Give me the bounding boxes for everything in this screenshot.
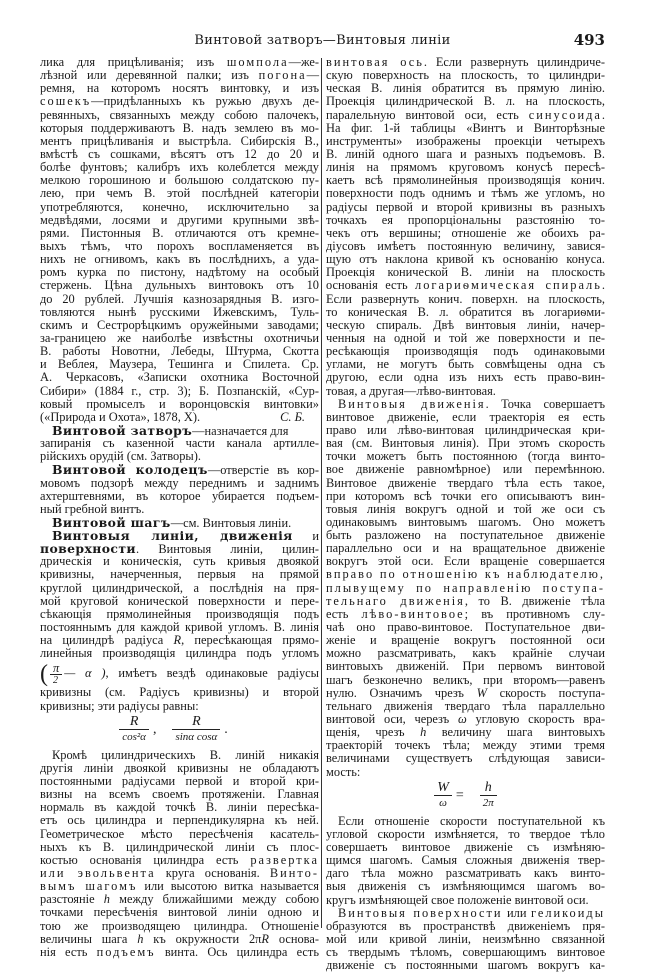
text-line: лею, при чемъ В. этой послѣдней категоріи (40, 186, 319, 201)
text-line: право или лѣво-винтовая цилиндрическая кри- (326, 422, 605, 437)
text-line: медвѣдями, лосями и другими крупными звѣ- (40, 212, 319, 227)
text-line: постояннымъ для каждой кривой угломъ. В. линія (40, 620, 319, 635)
paragraph (40, 56, 319, 424)
text-line (326, 907, 605, 920)
spaced-term: вправо по отношенію къ наблюдателю, (326, 567, 605, 582)
text-line: постоянными радіусами первой и второй кри- (40, 774, 319, 789)
text-run: основанія есть (326, 278, 416, 293)
fraction (172, 715, 220, 744)
text-run: ; въ противномъ слу- (464, 606, 605, 621)
formula (40, 713, 319, 749)
math-symbol: R (261, 931, 269, 946)
text-run: величины шага (40, 931, 138, 946)
text-line: ческая В. линія обратится въ прямую линію. (326, 81, 605, 96)
text-line: ромъ курка по пистону, надѣтому на особый (40, 265, 319, 280)
text-line: параллельно оси и на вращательное движеніе (326, 541, 605, 556)
text-line (326, 687, 605, 700)
text-line: другою, если одна изъ нихъ есть право-вин- (326, 370, 605, 385)
text-run: основа- (269, 931, 319, 946)
text-line: линія на прямомъ круговомъ конусѣ пересѣ- (326, 160, 605, 175)
formula-operator: = (455, 787, 464, 803)
denominator: 2π (482, 796, 494, 809)
text-line: рями. Пистонныя В. отличаются отъ кремне- (40, 225, 319, 240)
text-run: нулю. Означимъ чрезъ (326, 685, 477, 700)
text-line: товыя линія вокругъ одной и той же оси съ (326, 501, 605, 516)
text-line (40, 946, 319, 959)
text-run: . (601, 107, 605, 122)
text-line: А. Черкасовъ, «Записки охотника Восточной (40, 370, 319, 385)
text-line: ченныя на одной и той же поверхности и пе- (326, 330, 605, 345)
text-line: тою же производящею цилиндра. Отношеніе (40, 918, 319, 933)
text-line: кругъ измѣняющей свое положеніе винтовой оси. (326, 892, 589, 907)
text-line: ныхъ къ В. цилиндрической линіи съ плос- (40, 839, 319, 854)
spaced-term: лѣво-винтовое (361, 606, 465, 621)
math-symbol: R (173, 633, 182, 648)
numerator: R (172, 715, 220, 730)
text-line: вое движеніе равномѣрное) или перемѣнною. (326, 462, 605, 477)
column-divider (321, 58, 322, 928)
formula-operator: , (152, 721, 157, 737)
text-line: товляются нынѣ русскими Ижевскимъ, Туль- (40, 304, 319, 319)
text-run: , пересѣкающая прямо- (181, 633, 320, 648)
text-line: ментъ прицѣливанія и выстрѣла. Сибирскія В., (40, 133, 319, 148)
page-number: 493 (573, 31, 605, 49)
text-run: , имѣетъ вездѣ одинаковые радіусы (105, 666, 319, 681)
formula-operator: . (224, 721, 228, 737)
text-run: —же- (288, 55, 319, 69)
fraction (434, 781, 452, 810)
denominator: ω (439, 796, 447, 809)
text-run: — (306, 68, 319, 83)
text-line: кривизны, начерченныя, первыя на прямой (40, 567, 319, 582)
text-line: которыя поддерживаютъ В. надъ землею въ мо- (40, 120, 319, 135)
numerator: π (50, 663, 62, 675)
running-title: Винтовой затворъ—Винтовыя линіи (194, 33, 451, 48)
text-line: женіе и вращеніе вокругъ постоянной оси (326, 633, 605, 648)
text-line: Если отношеніе скорости поступательной къ (338, 813, 605, 828)
spaced-term: синусоида (528, 107, 602, 122)
math-symbol: h (103, 892, 110, 907)
entry-headword: Винтовой шагъ (52, 514, 171, 530)
text-line (40, 95, 319, 108)
text-line: стержень. Цѣна дульныхъ винтовокъ отъ 10 (40, 278, 319, 293)
text-line: тельнаго движенія твердаго тѣла параллельно (326, 698, 605, 713)
text-line: Если развернуть конич. поверхн. на плоскость, (326, 291, 605, 306)
spaced-term: вымъ шагомъ (40, 879, 138, 894)
text-line: точкахъ ея пропорціональны разстоянію то- (326, 212, 605, 227)
text-line: радіусы первой и второй кривизны въ разныхъ (326, 199, 605, 214)
text-line: точками пересѣченія винтовой линіи одною и (40, 905, 319, 920)
entry-headword: Винтовой колодецъ (52, 462, 208, 478)
text-line: ный гребной винтъ. (40, 501, 145, 516)
spaced-term: погона (258, 68, 307, 83)
text-line: Сибири» (1884 г., стр. 3); Б. Позпанскій, «Сур- (40, 383, 319, 398)
entry-headword: поверхности (40, 541, 137, 557)
text-line: выхъ тѣмъ, что порохъ воспламеняется въ (40, 238, 319, 253)
text-run: —см. Винтовыя линіи. (170, 515, 292, 530)
text-line: то коническая В. л. обратится въ логариѳми- (326, 304, 605, 319)
text-run: къ окружности 2π (143, 931, 262, 946)
text-line: скимъ и Сестрорѣцкимъ оружейными заводами; (40, 317, 319, 332)
denominator: 2 (53, 675, 58, 687)
text-line: мовомъ подзорѣ между переднимъ и заднимъ (40, 475, 319, 490)
text-line: винтовое движеніе, если траекторія ея есть (326, 409, 605, 424)
text-line: мой круговой конической поверхности и пере- (40, 593, 319, 608)
text-line: чаѣ оно право-винтовое. Поступательное дви- (326, 620, 605, 635)
fraction (119, 715, 149, 744)
paragraph (40, 424, 319, 463)
text-run: , то В. движеніе тѣла (464, 593, 605, 608)
spaced-term: плывущему по направленію поступа- (326, 580, 605, 595)
text-run: . Если развернуть цилиндриче- (423, 55, 605, 69)
paren-open: ( (40, 661, 48, 688)
text-line: величинами существуетъ слѣдующая зависи- (326, 751, 605, 766)
text-line: ресѣкающія производящія подъ одинаковыми (326, 344, 605, 359)
text-line: можно разсматривать, какъ крайніе случаи (326, 646, 605, 661)
text-line: («Природа и Охота», 1878, X). С. Б. (40, 411, 319, 424)
text-run: —отверстіе въ кор- (207, 463, 319, 478)
text-line: Винтовое движеніе твердаго тѣла есть такое, (326, 475, 605, 490)
math-symbol: h (137, 931, 144, 946)
text-line: вмѣстѣ съ сошками, вѣсятъ отъ 12 до 20 и (40, 146, 319, 161)
numerator: R (119, 715, 149, 730)
fraction (50, 663, 62, 686)
paragraph (326, 56, 605, 398)
text-run: круга основанія. (155, 866, 270, 881)
paragraph (40, 463, 319, 516)
text-line: съ твердымъ тѣломъ, совершающимъ винтовое (326, 945, 605, 960)
spaced-term: Винто- (269, 866, 319, 881)
formula (326, 779, 605, 815)
text-run: величину шага винтовыхъ (426, 725, 605, 740)
text-line: етъ ось цилиндра и перпендикулярна къ ней. (40, 813, 319, 828)
text-line: щимся шагомъ. Самыя сложныя движенія твер- (326, 853, 605, 868)
math-symbol: h (420, 725, 427, 740)
text-run: есть (326, 606, 362, 621)
text-line: сѣкающія прямолинейныя производящія подъ (40, 606, 319, 621)
text-line: кривизны (см. Радіусъ кривизны) и второй (40, 685, 319, 700)
text-line: до 20 рублей. Лучшія казнозарядныя В. изго- (40, 291, 319, 306)
fraction (480, 781, 497, 810)
text-run: винта. Ось цилиндра есть (155, 944, 319, 959)
text-line: и Веблея, Маузера, Тешинга и Спилета. Ср. (40, 357, 319, 372)
text-run: или высотою витка называется (137, 879, 320, 894)
author-signature: С. Б. (280, 409, 305, 424)
text-line: поверхности подъ однимъ и тѣмъ же угломъ, но (326, 186, 605, 201)
text-line: ахтерштевнями, въ которое убирается подъем- (40, 488, 319, 503)
text-line: нихъ не огнивомъ, какъ въ послѣднихъ, а уда- (40, 252, 319, 267)
text-line: скую поверхность на плоскость, то цилиндри- (326, 68, 605, 83)
numerator: W (434, 781, 452, 796)
text-run: угловую скорость вра- (466, 712, 605, 727)
text-line: углами, не могутъ быть совмѣщены одна съ (326, 357, 605, 372)
text-line: дрическія и коническія, суть кривыя двоякой (40, 554, 319, 569)
text-line: одинаковымъ винтовымъ шагомъ. Оно можетъ (326, 514, 605, 529)
text-run: —назначается для (192, 423, 289, 438)
text-line: совершаетъ винтовое движеніе съ измѣняю- (326, 840, 605, 855)
paragraph (40, 529, 319, 713)
text-line: чекъ отъ вершины; отношеніе же обоихъ ра- (326, 225, 605, 240)
text-line: каетъ всѣ прямолинейныя производящія конич. (326, 173, 605, 188)
spaced-term: геликоиды (530, 905, 606, 920)
text-line: болѣе фунтовъ; калибръ ихъ колеблется между (40, 160, 319, 175)
text-line: В. работы Новотни, Лебеды, Штурма, Скотта (40, 344, 319, 359)
text-line: шагъ безконечно великъ, при второмъ—равенъ (326, 672, 605, 687)
spaced-term: развертка (250, 852, 319, 867)
spaced-term: подъемъ (96, 944, 156, 959)
spaced-term: логариѳмическая спираль (415, 278, 602, 293)
text-line: вокругъ этой оси. Если вращеніе совершается (326, 554, 605, 569)
text-line: Кромѣ цилиндрическихъ В. линій никакія (52, 747, 319, 762)
left-column (40, 56, 319, 959)
text-line: инструменты» изображены проекціи четырехъ (326, 133, 605, 148)
spaced-term: тельнаго движенія (326, 593, 465, 608)
text-line: за-границею же наиболѣе извѣстны охотничьи (40, 330, 319, 345)
paren-close: — α ) (64, 666, 106, 681)
spaced-term: или (40, 866, 78, 881)
text-run: нія есть (40, 944, 97, 959)
spaced-term: шомпола (226, 55, 289, 69)
text-line: ремня, на которомъ носятъ винтовку, и изъ (40, 81, 319, 96)
text-run: на цилиндрѣ радіуса (40, 633, 174, 648)
text-line: траекторій точекъ тѣла; между этими тремя (326, 738, 605, 753)
text-line: движеніе съ постоянными шагомъ вокругъ ка- (326, 958, 605, 972)
text-run: . (601, 278, 605, 293)
spaced-term: Винтовыя движенія (338, 396, 486, 411)
text-line: мелкою горошиною и большою солдатскою пу- (40, 173, 319, 188)
text-line (40, 660, 319, 686)
text-line: кривизны; эти радіусы равны: (40, 698, 199, 713)
right-column (326, 56, 605, 972)
math-symbol: W (476, 685, 487, 700)
text-run: . Винтовыя линіи, цилин- (136, 542, 319, 557)
spaced-term: винтовая ось (326, 55, 424, 69)
text-line: круглой цилиндрической, а послѣднія на пря- (40, 580, 319, 595)
text-line: образуются въ пространствѣ движеніемъ пря- (326, 918, 605, 933)
text-line: выя движенія съ измѣняющимся шагомъ во- (326, 879, 605, 894)
denominator: cos²α (122, 730, 146, 743)
math-symbol: ω (457, 712, 467, 727)
text-run: паралельную винтовой оси, есть (326, 107, 529, 122)
text-line: нормаль въ каждой точкѣ В. линіи пересѣка- (40, 800, 319, 815)
text-run: лѣзной или деревянной палки; изъ (40, 68, 259, 83)
text-run: —придѣланныхъ къ ружью двухъ де- (91, 94, 319, 109)
text-line: даго тѣла можно разсматривать какъ винто- (326, 866, 605, 881)
text-line (326, 398, 605, 411)
text-line: щую отъ наклона кривой къ основанію конуса. (326, 252, 605, 267)
text-line: винтовыхъ движеній. При первомъ винтовой (326, 659, 605, 674)
denominator: sinα cosα (175, 730, 218, 743)
text-line (40, 463, 319, 476)
spaced-term: сошекъ (40, 94, 92, 109)
text-line: В. линій одного шага и разныхъ подъемовъ. В. (326, 146, 605, 161)
text-line: ческую спираль. Двѣ винтовыя линіи, начер- (326, 317, 605, 332)
text-line: діусовъ имѣетъ постоянную величину, завися- (326, 238, 605, 253)
paragraph (40, 749, 319, 959)
text-line: ревянныхъ, связанныхъ между собою палочекъ, (40, 107, 319, 122)
text-run: скорость поступа- (486, 685, 605, 700)
text-run: . Точка совершаетъ (485, 396, 605, 411)
text-run: щенія, чрезъ (326, 725, 421, 740)
text-line: быть разложено на поступательное движеніе (326, 528, 605, 543)
text-line: мость: (326, 764, 361, 779)
text-run: лика для прицѣливанія; изъ (40, 55, 227, 69)
text-run: или (502, 905, 531, 920)
text-run: и (292, 529, 319, 544)
text-line: визны на всемъ своемъ протяженіи. Главная (40, 787, 319, 802)
text-line: Проекція цилиндрической В. л. на плоскость, (326, 94, 605, 109)
text-line: Проекція конической В. линіи на плоскость (326, 265, 605, 280)
text-run: винтовой оси, черезъ (326, 712, 458, 727)
spaced-term: эвольвента (77, 866, 156, 881)
paragraph (326, 815, 605, 907)
text-run: разстояніе (40, 892, 104, 907)
text-line (326, 109, 605, 122)
entry-headword: Винтовыя линіи, движенія (52, 528, 293, 544)
text-line: товая, а другая—лѣво-винтовая. (326, 383, 496, 398)
running-header (40, 33, 605, 53)
text-run: между ближайшими между собою (109, 892, 320, 907)
text-line: другія линіи двоякой кривизны не обладаютъ (40, 760, 319, 775)
numerator: h (480, 781, 497, 796)
paragraph (326, 398, 605, 779)
text-run: костью основанія цилиндра есть (40, 852, 251, 867)
text-line: угловой скорости измѣняется, то твердое тѣло (326, 826, 605, 841)
spaced-term: Винтовыя поверхности (338, 905, 503, 920)
text-line: линейныя производящія цилиндра подъ угломъ (40, 646, 319, 661)
text-line: На фиг. 1-й таблицы «Винтъ и Винторѣзные (326, 120, 605, 135)
text-line: ковый промыселъ и воронцовскія винтовки» (40, 396, 319, 411)
text-line: Геометрическое мѣсто пересѣченія касатель- (40, 826, 319, 841)
text-line: употребляются, конечно, исключительно за (40, 199, 319, 214)
text-line: при которомъ всѣ точки его описываютъ вин- (326, 488, 605, 503)
text-line: точки можетъ быть постоянною (тогда винто- (326, 449, 605, 464)
text-line: мой или кривой линіи, неизмѣнно связанной (326, 932, 605, 946)
text-line (326, 279, 605, 292)
text-line: запиранія съ казенной части канала артилле- (40, 436, 319, 451)
text-line: рійскихъ орудій (см. Затворы). (40, 449, 201, 464)
text-line: вая (см. Винтовыя линія). При этомъ скорость (326, 436, 605, 451)
entry-headword: Винтовой затворъ (52, 422, 193, 438)
paragraph (326, 907, 605, 972)
